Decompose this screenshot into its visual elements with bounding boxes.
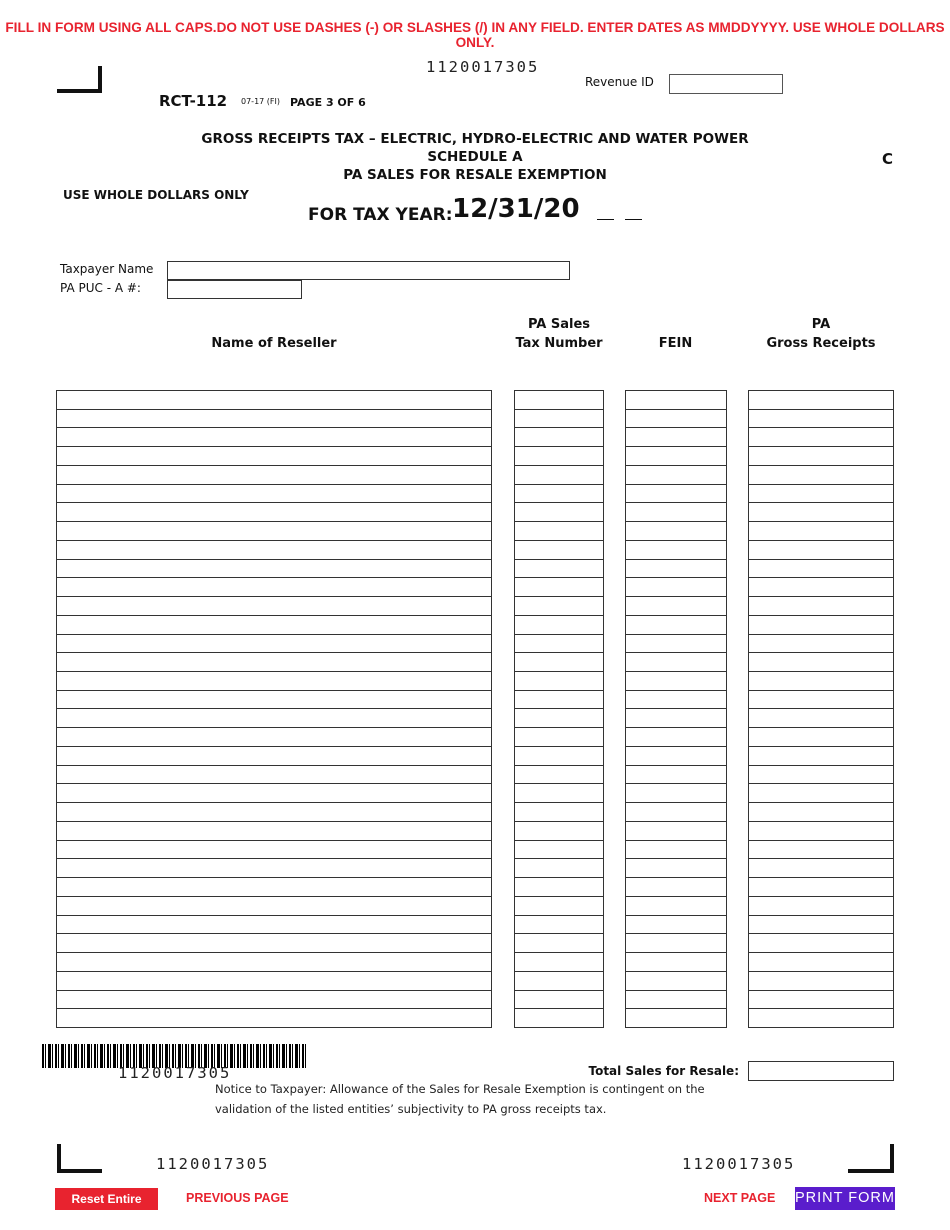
schedule-letter: C xyxy=(882,150,894,168)
fein-row-30-input[interactable] xyxy=(626,934,726,953)
gross-receipts-row-1-input[interactable] xyxy=(749,391,893,410)
tax-number-row-26-input[interactable] xyxy=(515,859,603,878)
fein-row-33-input[interactable] xyxy=(626,991,726,1010)
reseller-name-row-21-input[interactable] xyxy=(57,766,491,785)
fein-row-32-input[interactable] xyxy=(626,972,726,991)
tax-number-column xyxy=(514,390,604,1028)
reseller-name-row-27-input[interactable] xyxy=(57,878,491,897)
tax-number-row-5-input[interactable] xyxy=(515,466,603,485)
tax-number-row-34-input[interactable] xyxy=(515,1009,603,1028)
gross-receipts-row-28-input[interactable] xyxy=(749,897,893,916)
registration-mark-bottom-right xyxy=(848,1144,894,1173)
gross-receipts-row-8-input[interactable] xyxy=(749,522,893,541)
gross-receipts-row-2-input[interactable] xyxy=(749,410,893,429)
gross-receipts-row-14-input[interactable] xyxy=(749,635,893,654)
gross-receipts-row-19-input[interactable] xyxy=(749,728,893,747)
pa-puc-input[interactable] xyxy=(167,280,302,299)
gross-receipts-column xyxy=(748,390,894,1028)
tax-year-value: 12/31/20 xyxy=(452,194,580,224)
gross-receipts-row-13-input[interactable] xyxy=(749,616,893,635)
tax-year-digit-1-input[interactable] xyxy=(597,219,614,220)
tax-year-label: FOR TAX YEAR: xyxy=(308,205,453,225)
tax-number-row-16-input[interactable] xyxy=(515,672,603,691)
fein-row-23-input[interactable] xyxy=(626,803,726,822)
barcode-number: 1120017305 xyxy=(118,1064,232,1082)
reseller-name-row-25-input[interactable] xyxy=(57,841,491,860)
schedule-title: SCHEDULE A xyxy=(427,149,523,165)
reseller-name-row-28-input[interactable] xyxy=(57,897,491,916)
page-indicator: PAGE 3 OF 6 xyxy=(290,96,366,109)
reseller-name-row-29-input[interactable] xyxy=(57,916,491,935)
gross-receipts-row-10-input[interactable] xyxy=(749,560,893,579)
gross-receipts-row-29-input[interactable] xyxy=(749,916,893,935)
fein-row-20-input[interactable] xyxy=(626,747,726,766)
total-sales-label: Total Sales for Resale: xyxy=(588,1064,739,1078)
schedule-subtitle: PA SALES FOR RESALE EXEMPTION xyxy=(343,167,607,183)
column-header-tax-number xyxy=(500,315,618,353)
tax-number-row-4-input[interactable] xyxy=(515,447,603,466)
tax-number-row-1-input[interactable] xyxy=(515,391,603,410)
reseller-name-row-9-input[interactable] xyxy=(57,541,491,560)
tax-number-row-12-input[interactable] xyxy=(515,597,603,616)
column-header-gross-receipts-line1: PA xyxy=(811,317,831,332)
reseller-name-row-6-input[interactable] xyxy=(57,485,491,504)
print-form-button[interactable]: PRINT FORM xyxy=(795,1187,895,1210)
column-header-fein: FEIN xyxy=(658,336,693,351)
tax-number-row-20-input[interactable] xyxy=(515,747,603,766)
reseller-name-column xyxy=(56,390,492,1028)
reseller-name-row-10-input[interactable] xyxy=(57,560,491,579)
tax-number-row-25-input[interactable] xyxy=(515,841,603,860)
tax-number-row-21-input[interactable] xyxy=(515,766,603,785)
fein-row-2-input[interactable] xyxy=(626,410,726,429)
tax-number-row-22-input[interactable] xyxy=(515,784,603,803)
fein-row-25-input[interactable] xyxy=(626,841,726,860)
gross-receipts-row-17-input[interactable] xyxy=(749,691,893,710)
gross-receipts-row-6-input[interactable] xyxy=(749,485,893,504)
fein-row-1-input[interactable] xyxy=(626,391,726,410)
tax-number-row-23-input[interactable] xyxy=(515,803,603,822)
tax-number-row-14-input[interactable] xyxy=(515,635,603,654)
gross-receipts-row-31-input[interactable] xyxy=(749,953,893,972)
tax-number-row-32-input[interactable] xyxy=(515,972,603,991)
whole-dollars-note: USE WHOLE DOLLARS ONLY xyxy=(63,188,249,202)
fein-row-24-input[interactable] xyxy=(626,822,726,841)
tax-number-row-33-input[interactable] xyxy=(515,991,603,1010)
tax-number-row-29-input[interactable] xyxy=(515,916,603,935)
gross-receipts-row-23-input[interactable] xyxy=(749,803,893,822)
fein-row-11-input[interactable] xyxy=(626,578,726,597)
taxpayer-name-label: Taxpayer Name xyxy=(60,262,154,276)
document-id-bottom-right: 1120017305 xyxy=(682,1155,796,1173)
reseller-name-row-26-input[interactable] xyxy=(57,859,491,878)
fein-row-4-input[interactable] xyxy=(626,447,726,466)
reseller-name-row-2-input[interactable] xyxy=(57,410,491,429)
tax-number-row-24-input[interactable] xyxy=(515,822,603,841)
gross-receipts-row-11-input[interactable] xyxy=(749,578,893,597)
gross-receipts-row-20-input[interactable] xyxy=(749,747,893,766)
reseller-name-row-30-input[interactable] xyxy=(57,934,491,953)
reseller-name-row-20-input[interactable] xyxy=(57,747,491,766)
reseller-name-row-19-input[interactable] xyxy=(57,728,491,747)
gross-receipts-row-21-input[interactable] xyxy=(749,766,893,785)
form-title: GROSS RECEIPTS TAX – ELECTRIC, HYDRO-ELECTRIC AND WATER POWER xyxy=(201,131,749,147)
total-sales-input[interactable] xyxy=(748,1061,894,1081)
gross-receipts-row-7-input[interactable] xyxy=(749,503,893,522)
reseller-name-row-24-input[interactable] xyxy=(57,822,491,841)
fein-row-31-input[interactable] xyxy=(626,953,726,972)
reseller-name-row-4-input[interactable] xyxy=(57,447,491,466)
fein-row-13-input[interactable] xyxy=(626,616,726,635)
reseller-name-row-32-input[interactable] xyxy=(57,972,491,991)
column-header-tax-number-line1: PA Sales xyxy=(527,317,591,332)
gross-receipts-row-25-input[interactable] xyxy=(749,841,893,860)
next-page-link[interactable]: NEXT PAGE xyxy=(704,1191,776,1205)
revenue-id-input[interactable] xyxy=(669,74,783,94)
taxpayer-notice: Notice to Taxpayer: Allowance of the Sales for Resale Exemption is contingent on the validation of the listed entities’ subjectivity to PA gross receipts tax. xyxy=(215,1082,705,1116)
column-header-gross-receipts-line2: Gross Receipts xyxy=(766,336,876,351)
gross-receipts-row-3-input[interactable] xyxy=(749,428,893,447)
reseller-name-row-17-input[interactable] xyxy=(57,691,491,710)
fein-row-17-input[interactable] xyxy=(626,691,726,710)
tax-number-row-11-input[interactable] xyxy=(515,578,603,597)
fein-row-14-input[interactable] xyxy=(626,635,726,654)
gross-receipts-row-9-input[interactable] xyxy=(749,541,893,560)
tax-number-row-31-input[interactable] xyxy=(515,953,603,972)
fein-row-27-input[interactable] xyxy=(626,878,726,897)
reseller-name-row-23-input[interactable] xyxy=(57,803,491,822)
fein-row-9-input[interactable] xyxy=(626,541,726,560)
tax-number-row-7-input[interactable] xyxy=(515,503,603,522)
tax-number-row-30-input[interactable] xyxy=(515,934,603,953)
reseller-name-row-31-input[interactable] xyxy=(57,953,491,972)
tax-number-row-2-input[interactable] xyxy=(515,410,603,429)
tax-number-row-13-input[interactable] xyxy=(515,616,603,635)
form-code: RCT-112 xyxy=(159,92,228,110)
reseller-name-row-15-input[interactable] xyxy=(57,653,491,672)
fein-row-16-input[interactable] xyxy=(626,672,726,691)
gross-receipts-row-4-input[interactable] xyxy=(749,447,893,466)
tax-number-row-17-input[interactable] xyxy=(515,691,603,710)
tax-number-row-19-input[interactable] xyxy=(515,728,603,747)
tax-number-row-10-input[interactable] xyxy=(515,560,603,579)
fein-row-5-input[interactable] xyxy=(626,466,726,485)
tax-number-row-15-input[interactable] xyxy=(515,653,603,672)
fein-row-22-input[interactable] xyxy=(626,784,726,803)
gross-receipts-row-15-input[interactable] xyxy=(749,653,893,672)
gross-receipts-row-32-input[interactable] xyxy=(749,972,893,991)
tax-year-digit-2-input[interactable] xyxy=(625,219,642,220)
column-header-reseller-name: Name of Reseller xyxy=(211,336,337,351)
fein-row-19-input[interactable] xyxy=(626,728,726,747)
fein-row-15-input[interactable] xyxy=(626,653,726,672)
pa-puc-label: PA PUC - A #: xyxy=(60,281,141,295)
gross-receipts-row-33-input[interactable] xyxy=(749,991,893,1010)
tax-number-row-9-input[interactable] xyxy=(515,541,603,560)
fein-column xyxy=(625,390,727,1028)
reseller-name-row-33-input[interactable] xyxy=(57,991,491,1010)
reseller-name-row-13-input[interactable] xyxy=(57,616,491,635)
reseller-name-row-16-input[interactable] xyxy=(57,672,491,691)
reset-form-button[interactable]: Reset Entire Form xyxy=(55,1188,158,1210)
fein-row-3-input[interactable] xyxy=(626,428,726,447)
form-revision: 07-17 (FI) xyxy=(241,97,280,106)
fein-row-6-input[interactable] xyxy=(626,485,726,504)
tax-number-row-6-input[interactable] xyxy=(515,485,603,504)
reseller-name-row-11-input[interactable] xyxy=(57,578,491,597)
gross-receipts-row-5-input[interactable] xyxy=(749,466,893,485)
document-id-top: 1120017305 xyxy=(426,58,540,76)
previous-page-link[interactable]: PREVIOUS PAGE xyxy=(186,1191,289,1205)
tax-number-row-27-input[interactable] xyxy=(515,878,603,897)
reseller-name-row-5-input[interactable] xyxy=(57,466,491,485)
gross-receipts-row-24-input[interactable] xyxy=(749,822,893,841)
reseller-name-row-3-input[interactable] xyxy=(57,428,491,447)
taxpayer-name-input[interactable] xyxy=(167,261,570,280)
tax-number-row-8-input[interactable] xyxy=(515,522,603,541)
reseller-name-row-18-input[interactable] xyxy=(57,709,491,728)
registration-mark-bottom-left xyxy=(57,1144,102,1173)
fein-row-7-input[interactable] xyxy=(626,503,726,522)
gross-receipts-row-26-input[interactable] xyxy=(749,859,893,878)
gross-receipts-row-18-input[interactable] xyxy=(749,709,893,728)
fein-row-26-input[interactable] xyxy=(626,859,726,878)
gross-receipts-row-34-input[interactable] xyxy=(749,1009,893,1028)
fein-row-28-input[interactable] xyxy=(626,897,726,916)
fein-row-34-input[interactable] xyxy=(626,1009,726,1028)
column-header-gross-receipts xyxy=(748,315,894,353)
reseller-name-row-22-input[interactable] xyxy=(57,784,491,803)
fein-row-21-input[interactable] xyxy=(626,766,726,785)
tax-number-row-28-input[interactable] xyxy=(515,897,603,916)
reseller-name-row-8-input[interactable] xyxy=(57,522,491,541)
revenue-id-label: Revenue ID xyxy=(585,75,654,89)
reseller-name-row-34-input[interactable] xyxy=(57,1009,491,1028)
column-header-tax-number-line2: Tax Number xyxy=(515,336,603,351)
fein-row-8-input[interactable] xyxy=(626,522,726,541)
gross-receipts-row-12-input[interactable] xyxy=(749,597,893,616)
fein-row-18-input[interactable] xyxy=(626,709,726,728)
fein-row-10-input[interactable] xyxy=(626,560,726,579)
gross-receipts-row-16-input[interactable] xyxy=(749,672,893,691)
form-instructions: FILL IN FORM USING ALL CAPS.DO NOT USE DASHES (-) OR SLASHES (/) IN ANY FIELD. ENTER DATES AS MMDDYYYY. USE WHOLE DOLLARS ONLY. xyxy=(5,20,945,50)
reseller-name-row-14-input[interactable] xyxy=(57,635,491,654)
reseller-name-row-1-input[interactable] xyxy=(57,391,491,410)
fein-row-12-input[interactable] xyxy=(626,597,726,616)
document-id-bottom-left: 1120017305 xyxy=(156,1155,270,1173)
tax-number-row-3-input[interactable] xyxy=(515,428,603,447)
gross-receipts-row-30-input[interactable] xyxy=(749,934,893,953)
gross-receipts-row-27-input[interactable] xyxy=(749,878,893,897)
reseller-name-row-7-input[interactable] xyxy=(57,503,491,522)
registration-mark-top-left xyxy=(57,66,102,93)
fein-row-29-input[interactable] xyxy=(626,916,726,935)
reseller-name-row-12-input[interactable] xyxy=(57,597,491,616)
tax-number-row-18-input[interactable] xyxy=(515,709,603,728)
gross-receipts-row-22-input[interactable] xyxy=(749,784,893,803)
